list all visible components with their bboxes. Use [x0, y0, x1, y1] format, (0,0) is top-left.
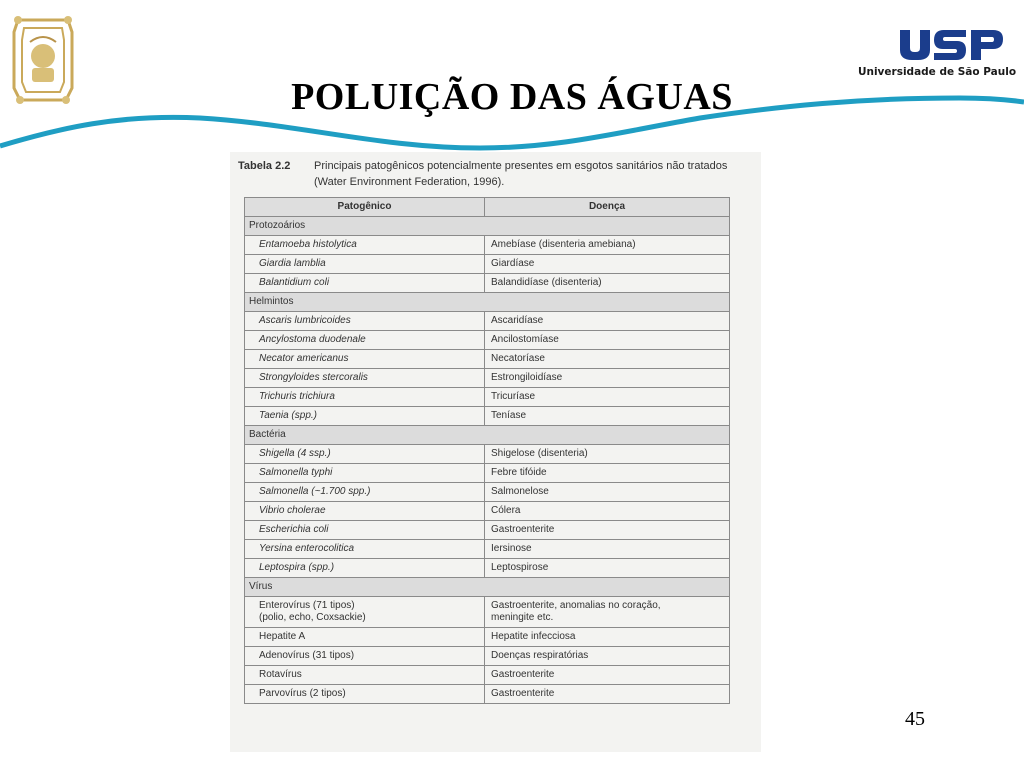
disease-cell: Iersinose [485, 540, 730, 559]
group-label: Vírus [245, 578, 730, 597]
group-row [245, 293, 730, 312]
disease-cell: Giardíase [485, 255, 730, 274]
scanned-table-image [230, 152, 761, 752]
table-row [245, 350, 730, 369]
pathogen-cell: Trichuris trichiura [245, 388, 485, 407]
pathogen-cell: Escherichia coli [245, 521, 485, 540]
pathogen-line-1: Enterovírus (71 tipos) [259, 600, 355, 611]
pathogen-cell: Adenovírus (31 tipos) [245, 647, 485, 666]
table-row [245, 666, 730, 685]
pathogen-cell: Parvovírus (2 tipos) [245, 685, 485, 704]
disease-cell: Hepatite infecciosa [485, 628, 730, 647]
disease-cell: Gastroenterite [485, 685, 730, 704]
pathogen-cell [245, 597, 485, 628]
disease-cell: Gastroenterite [485, 666, 730, 685]
disease-line-2: meningite etc. [491, 612, 554, 623]
disease-cell: Doenças respiratórias [485, 647, 730, 666]
table-row [245, 540, 730, 559]
disease-cell: Ancilostomíase [485, 331, 730, 350]
disease-cell: Necatoríase [485, 350, 730, 369]
pathogen-cell: Vibrio cholerae [245, 502, 485, 521]
pathogen-cell: Balantidium coli [245, 274, 485, 293]
pathogen-table [244, 197, 730, 704]
pathogen-cell: Taenia (spp.) [245, 407, 485, 426]
disease-cell: Febre tifóide [485, 464, 730, 483]
table-row [245, 647, 730, 666]
table-row [245, 445, 730, 464]
pathogen-cell: Salmonella typhi [245, 464, 485, 483]
disease-cell: Estrongiloidíase [485, 369, 730, 388]
table-row [245, 502, 730, 521]
column-header-disease: Doença [485, 198, 730, 217]
group-label: Bactéria [245, 426, 730, 445]
group-row [245, 426, 730, 445]
table-row [245, 483, 730, 502]
table-row [245, 628, 730, 647]
disease-cell: Shigelose (disenteria) [485, 445, 730, 464]
pathogen-cell: Giardia lamblia [245, 255, 485, 274]
table-row [245, 388, 730, 407]
table-header-row [245, 198, 730, 217]
group-row [245, 217, 730, 236]
usp-logo [852, 26, 1022, 86]
disease-cell [485, 597, 730, 628]
disease-cell: Cólera [485, 502, 730, 521]
pathogen-cell: Yersina enterocolitica [245, 540, 485, 559]
disease-cell: Ascaridíase [485, 312, 730, 331]
table-row [245, 312, 730, 331]
group-row [245, 578, 730, 597]
disease-cell: Amebíase (disenteria amebiana) [485, 236, 730, 255]
disease-line-1: Gastroenterite, anomalias no coração, [491, 600, 661, 611]
table-row [245, 274, 730, 293]
disease-cell: Salmonelose [485, 483, 730, 502]
disease-cell: Leptospirose [485, 559, 730, 578]
pathogen-cell: Shigella (4 ssp.) [245, 445, 485, 464]
pathogen-cell: Salmonella (~1.700 spp.) [245, 483, 485, 502]
pathogen-cell: Strongyloides stercoralis [245, 369, 485, 388]
table-row [245, 331, 730, 350]
pathogen-cell: Rotavírus [245, 666, 485, 685]
group-label: Helmintos [245, 293, 730, 312]
disease-cell: Gastroenterite [485, 521, 730, 540]
pathogen-cell: Necator americanus [245, 350, 485, 369]
group-label: Protozoários [245, 217, 730, 236]
disease-cell: Balandidíase (disenteria) [485, 274, 730, 293]
table-row [245, 559, 730, 578]
table-row [245, 369, 730, 388]
disease-cell: Tricuríase [485, 388, 730, 407]
table-row [245, 597, 730, 628]
page-number: 45 [905, 708, 925, 730]
table-row [245, 236, 730, 255]
table-row [245, 521, 730, 540]
disease-cell: Teníase [485, 407, 730, 426]
page-title: POLUIÇÃO DAS ÁGUAS [291, 76, 733, 119]
pathogen-cell: Ancylostoma duodenale [245, 331, 485, 350]
pathogen-cell: Entamoeba histolytica [245, 236, 485, 255]
table-row [245, 407, 730, 426]
university-name: Universidade de São Paulo [857, 66, 1017, 78]
table-caption-text: Principais patogênicos potencialmente presentes em esgotos sanitários não tratados (Water Environment Federation, 1996). [314, 160, 728, 188]
table-row [245, 255, 730, 274]
table-row [245, 685, 730, 704]
pathogen-cell: Hepatite A [245, 628, 485, 647]
usp-wordmark-icon [852, 26, 1022, 64]
column-header-pathogen: Patogênico [245, 198, 485, 217]
table-label: Tabela 2.2 [238, 160, 291, 172]
pathogen-cell: Ascaris lumbricoides [245, 312, 485, 331]
table-row [245, 464, 730, 483]
wave-divider [0, 88, 1024, 158]
pathogen-cell: Leptospira (spp.) [245, 559, 485, 578]
pathogen-line-2: (polio, echo, Coxsackie) [259, 612, 366, 623]
